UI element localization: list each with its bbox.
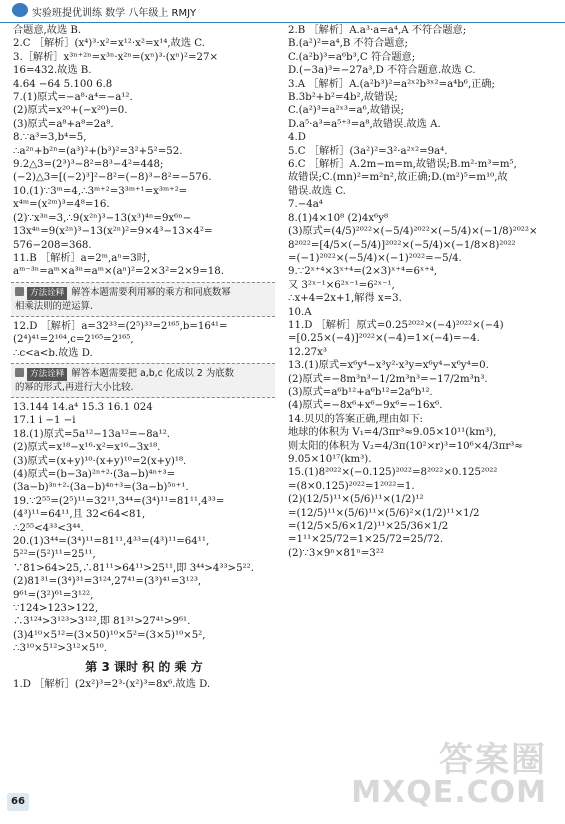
answer-line: =(−1)²⁰²²×(−5/4)×(−1)²⁰²²=−5/4. [288,252,462,264]
answer-line: =(12/5)¹¹×(5/6)¹¹×(5/6)²×(1/2)¹¹×1/2 [288,507,480,519]
answer-line: 5.C ［解析］(3a²)²=3²·a²ˣ²=9a⁴. [288,145,448,157]
answer-line: 合题意,故选 B. [13,25,82,36]
answer-line: =(8×0.125)²⁰²²=1²⁰²²=1. [288,480,415,492]
right-column [288,24,554,560]
answer-line: 地球的体积为 V₁=4/3πr³≈9.05×10¹¹(km³), [288,427,497,439]
watermark-bottom: MXQE.COM [351,775,547,810]
answer-line: ∴x+4=2x+1,解得 x=3. [288,293,402,305]
answer-line: 19.∵2⁵⁵=(2⁵)¹¹=32¹¹,3⁴⁴=(3⁴)¹¹=81¹¹,4³³= [13,495,225,507]
answer-line: aᵐ⁻³ⁿ=aᵐ×a³ⁿ=aᵐ×(aⁿ)²=2×3²=2×9=18. [13,266,224,278]
answer-line: 8.(1)4×10⁸ (2)4x⁶y⁸ [288,212,389,224]
tip-text-line1: 解答本题需要利用幂的乘方和同底数幂 [71,286,231,298]
answer-line: 10.(1)∵3ᵐ=4,∴3ᵐ⁺²=3³ᵐ⁺¹=x³ᵐ⁺²= [13,185,188,197]
watermark-top: 答案圈 [439,740,547,780]
answer-line: 7.(1)原式=−a⁸·a⁴=−a¹². [13,92,133,104]
answer-line: 3.A ［解析］A.(a²b³)²=a²ˣ²b³ˣ²=a⁴b⁶,正确; [288,78,495,90]
answer-line: 5²²=(5²)¹¹=25¹¹, [13,549,96,561]
tip-tag: 方法诠释 [27,287,67,300]
answer-line: 4.D [288,132,306,144]
answer-line: C.(a²b)³=a⁶b³,C 符合题意; [288,51,416,63]
answer-line: 又 3²ˣ⁻¹×6²ˣ⁻¹=6²ˣ⁻¹, [288,279,395,291]
answer-line: (2)原式=x¹⁸−x¹⁶·x²=x¹⁶−3x¹⁸. [13,442,161,454]
answer-line: (2)81³¹=(3⁴)³¹=3¹²⁴,27⁴¹=(3³)⁴¹=3¹²³, [13,576,202,588]
answer-line: ∴3¹²⁴>3¹²³>3¹²²,即 81³¹>27⁴¹>9⁶¹. [13,616,191,628]
answer-line: (−2)△3=[(−2)³]²−8²=(−8)³−8²=−576. [13,172,212,184]
answer-line: 2.C ［解析］(x⁴)³·x²=x¹²·x²=x¹⁴,故选 C. [13,38,205,50]
answer-line: (2⁴)⁴¹=2¹⁶⁴,c=2¹⁶⁵=2¹⁶⁵, [13,334,134,346]
answer-line: (3)原式=a⁶b¹²+a⁶b¹²=2a⁶b¹². [288,386,433,398]
answer-line: 2.B ［解析］A.a³·a=a⁴,A 不符合题意; [288,25,467,36]
answer-line: (4³)¹¹=64¹¹,且 32<64<81, [13,509,146,521]
answer-line: ∵124>123>122, [13,603,99,615]
answer-line: (4)原式=−8x⁶+x⁶−9x⁶=−16x⁶. [288,400,443,412]
answer-line: 17.1 i −1 −i [13,415,76,427]
answer-line: =[0.25×(−4)]²⁰²²×(−4)=1×(−4)=−4. [288,333,480,345]
answer-line: 故错误;C.(mn)²=m²n²,故正确;D.(m²)⁵=m¹⁰,故 [288,172,508,184]
answer-line: 9.∵2ˣ⁺⁴×3ˣ⁺⁴=(2×3)ˣ⁺⁴=6ˣ⁺⁴, [288,266,438,278]
answer-line: 7.−4a⁴ [288,199,323,211]
left-column [13,24,275,691]
tip-text-line1: 解答本题需要把 a,b,c 化成以 2 为底数 [71,367,234,379]
answer-line: (3)原式=a⁸+a⁸=2a⁸. [13,118,114,130]
answer-line: 4.64 −64 5.100 6.8 [13,78,113,90]
answer-line: (3)4¹⁰×5¹²=(3×50)¹⁰×5²=(3×5)¹⁰×5², [13,629,206,641]
answer-line: ∴a²ⁿ+b²ⁿ=(a³)²+(b³)²=3²+5²=52. [13,145,183,157]
answer-line: 15.(1)8²⁰²²×(−0.125)²⁰²²=8²⁰²²×0.125²⁰²² [288,467,498,479]
answer-line: ∴2⁵⁵<4³³<3⁴⁴. [13,522,84,534]
method-tip-1 [11,282,275,317]
page-header [0,0,565,23]
answer-line: =1¹¹×25/72=1×25/72=25/72. [288,534,444,546]
answer-line: 12.D ［解析］a=32³³=(2⁵)³³=2¹⁶⁵,b=16⁴¹= [13,320,228,332]
watermark [351,742,547,808]
answer-line: (2)原式=−8m³n³−1/2m³n³=−17/2m³n³. [288,373,488,385]
answer-line: 576−208=368. [13,239,92,251]
answer-line: 9⁶¹=(3²)⁶¹=3¹²², [13,589,94,601]
answer-line: 8.∵a³=3,b⁴=5, [13,132,87,144]
answer-line: (3)原式=(4/5)²⁰²²×(−5/4)²⁰²²×(−5/4)×(−1/8)²⁰²²× [288,226,538,238]
answer-line: D.a⁵·a³=a⁵⁺³=a⁸,故错误.故选 A. [288,118,441,130]
answer-line: (2)(12/5)¹¹×(5/6)¹¹×(1/2)¹² [288,494,424,506]
answer-line: 14.贝贝的答案正确,理由如下: [288,413,423,425]
answer-line: (2)∵3×9ⁿ×81ⁿ=3²² [288,547,384,559]
book-logo-icon [12,3,28,17]
answer-line: 3.［解析］x³ⁿ⁺²ⁿ=x³ⁿ·x²ⁿ=(xⁿ)³·(xⁿ)²=27× [13,51,219,63]
answer-line: 20.(1)3⁴⁴=(3⁴)¹¹=81¹¹,4³³=(4³)¹¹=64¹¹, [13,536,210,547]
answer-line: 11.D ［解析］原式=0.25²⁰²²×(−4)²⁰²²×(−4) [288,319,504,331]
answer-line: 11.B ［解析］a=2ᵐ,aⁿ=3时, [13,252,151,264]
answer-line: 13.144 14.a⁴ 15.3 16.1 024 [13,401,153,413]
answer-line: (2)∵x³ⁿ=3,∴9(x²ⁿ)³−13(x³)⁴ⁿ=9x⁶ⁿ− [13,212,192,224]
answer-line: C.(a²)³=a²ˣ³=a⁶,故错误; [288,105,404,117]
answer-line: 则太阳的体积为 V₂=4/3π(10²×r)³=10⁶×4/3πr³≈ [288,440,523,452]
answer-line: (3a−b)³ⁿ⁺²·(3a−b)⁴ⁿ⁺³=(3a−b)⁵ⁿ⁺¹. [13,482,189,494]
answer-line: 10.A [288,306,312,318]
answer-line: ∵81>64>25,∴81¹¹>64¹¹>25¹¹,即 3⁴⁴>4³³>5²². [13,562,254,574]
answer-line: 1.D ［解析］(2x²)³=2³·(x²)³=8x⁶.故选 D. [13,679,211,691]
tip-icon [15,368,24,377]
answer-line: x⁴ᵐ=(x²ᵐ)³=4⁸=16. [13,199,110,211]
answer-line: (3)原式=(x+y)¹⁰·(x+y)¹⁰=2(x+y)¹⁸. [13,455,187,467]
answer-line: 13x⁴ⁿ=9(x²ⁿ)³−13(x²ⁿ)²=9×4³−13×4²= [13,226,213,238]
method-tip-2 [11,363,275,398]
tip-text-line2: 相乘法则的逆运算. [15,300,93,312]
tip-icon [15,287,24,296]
answer-line: =(12/5×5/6×1/2)¹¹×25/36×1/2 [288,521,449,533]
answer-line: ∴3¹⁰×5¹²>3¹²×5¹⁰. [13,643,107,655]
answer-line: 13.(1)原式=x⁶y⁴−x³y²·x³y=x⁶y⁴−x⁶y⁴=0. [288,360,489,372]
answer-line: 18.(1)原式=5a¹²−13a¹²=−8a¹². [13,428,171,440]
header-title: 实验班提优训练 数学 八年级上 RMJY [32,8,197,19]
answer-line: ∴c<a<b.故选 D. [13,347,93,359]
answer-line: B.3b²+b²=4b²,故错误; [288,92,398,104]
answer-line: 16=432.故选 B. [13,65,92,77]
tip-text-line2: 的幂的形式,再进行大小比较. [15,381,134,393]
answer-line: 12.27x³ [288,346,327,358]
answer-line: B.(a²)²=a⁴,B 不符合题意; [288,38,408,50]
answer-line: 9.05×10¹⁷(km³). [288,454,372,465]
answer-line: (2)原式=x²⁰+(−x²⁰)=0. [13,105,128,117]
answer-line: 6.C ［解析］A.2m−m=m,故错误;B.m²·m³=m⁵, [288,159,517,171]
answer-line: 8²⁰²²=[4/5×(−5/4)]²⁰²²×(−5/4)×(−1/8×8)²⁰²² [288,239,516,251]
answer-line: D.(−3a)³=−27a³,D 不符合题意.故选 C. [288,65,476,77]
answer-line: 9.2△3=(2³)³−8²=8³−4²=448; [13,159,164,171]
section-title: 第 3 课时 积 的 乘 方 [85,659,203,674]
answer-line: 错误.故选 C. [288,185,346,197]
tip-tag: 方法诠释 [27,368,67,381]
page-number: 66 [7,793,29,811]
answer-line: (4)原式=(b−3a)²ⁿ⁺²·(3a−b)⁴ⁿ⁺³= [13,468,176,480]
